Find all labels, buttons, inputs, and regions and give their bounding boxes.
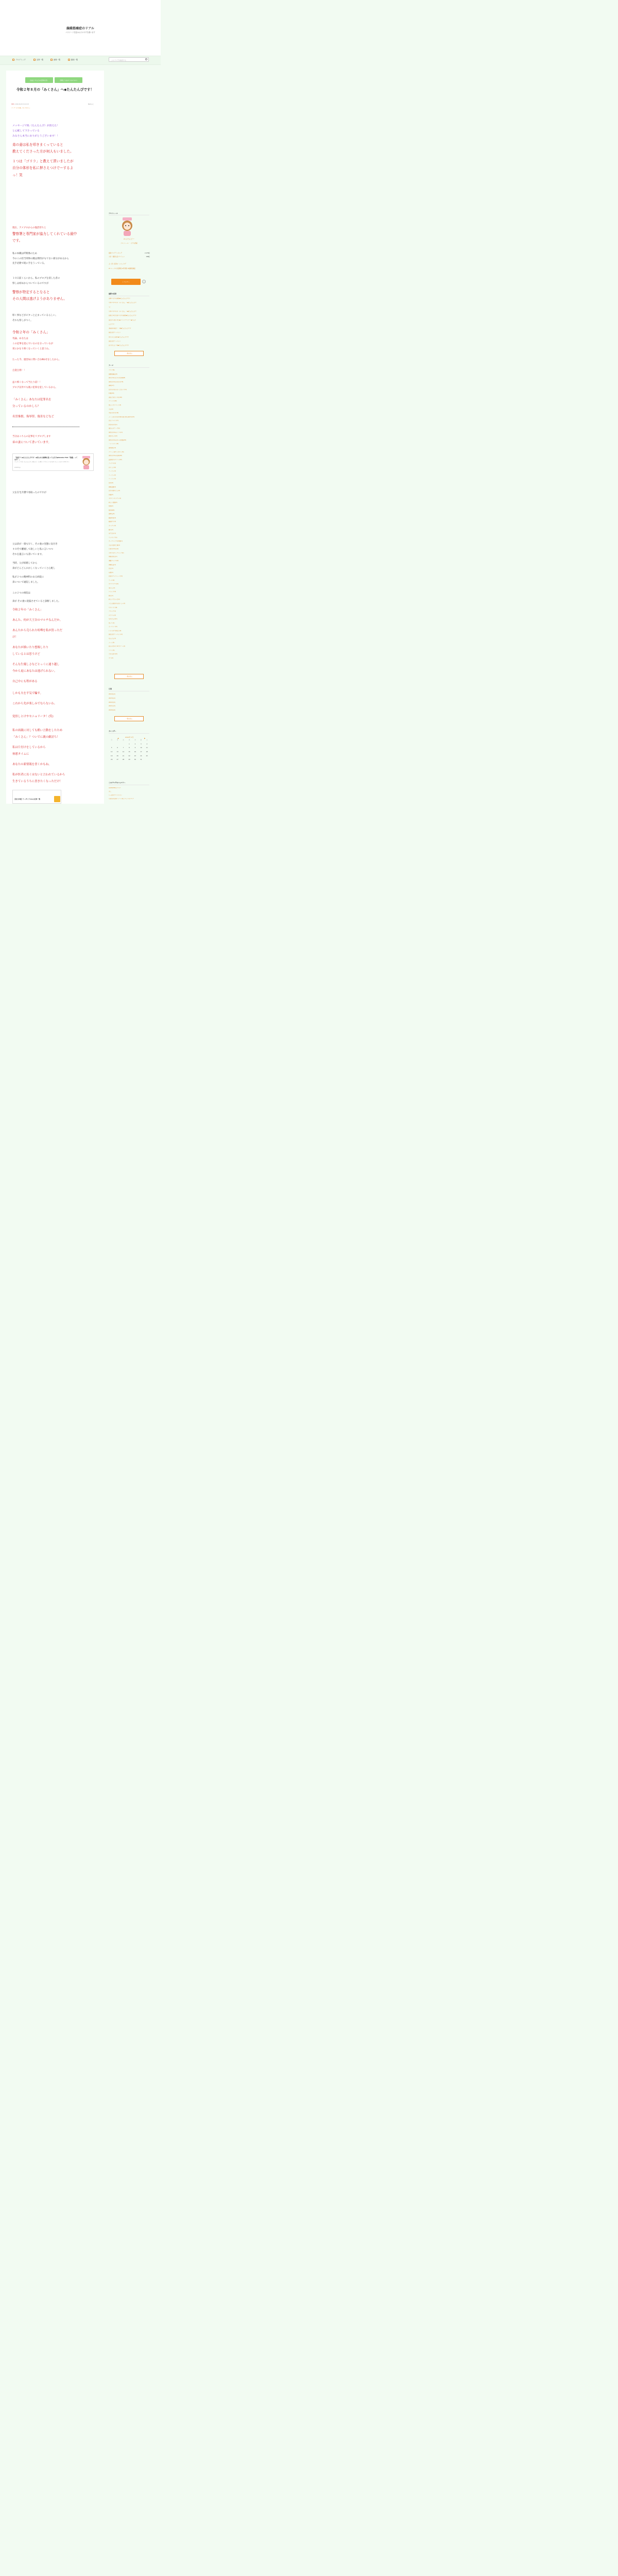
recent-post-link[interactable]: 弟にみえる妻の◆たんたんぴです！ xyxy=(109,336,130,338)
theme-link[interactable]: ムーム(3) xyxy=(109,641,115,643)
article-line: 私の本職はIT関係のため xyxy=(12,252,37,255)
theme-link[interactable]: クリーン夢サッポロン(5) xyxy=(109,451,124,453)
theme-link[interactable]: ボーダー(2) xyxy=(109,525,116,527)
follower-link[interactable]: 小蒸気の家事ランへ→本とペットのブログ xyxy=(109,798,134,800)
article-line: 勿論、あなたは xyxy=(12,337,28,340)
ranking-row[interactable] xyxy=(109,256,150,258)
theme-link[interactable]: 趣味(17) xyxy=(109,385,114,387)
article-line: 弟の妻について書いています。 xyxy=(12,441,51,444)
theme-link[interactable]: 雑月(4) xyxy=(109,529,113,531)
article-line: たった今、運営局に問い合わNUせをしたから。 xyxy=(12,359,61,361)
calendar-day[interactable]: 1 xyxy=(129,743,130,745)
profile-links[interactable]: プロフィール ・ ピグの部屋 xyxy=(121,243,138,244)
theme-link[interactable]: 食器(3) xyxy=(109,494,113,496)
article-line: ４０代で離婚して欲しいと私に言いつつ xyxy=(12,548,54,551)
article-line: 今から更にあなたは逃げられない。 xyxy=(12,670,57,673)
hashtag-heading[interactable]: よく書く記者のハッシュタグ xyxy=(109,263,126,265)
theme-link[interactable]: ブログ(8) xyxy=(109,369,115,371)
theme-link[interactable]: 楽しいダイエット(3) xyxy=(109,404,122,406)
theme-link[interactable]: ウォキング(1) xyxy=(109,536,117,538)
theme-link[interactable]: 料理(40) xyxy=(109,393,114,395)
article-line: 令和２年の「みくさん」 xyxy=(12,330,50,334)
recent-post-link[interactable]: す！ xyxy=(109,306,112,308)
archive-link[interactable]: 2021年(3) xyxy=(109,705,115,707)
article-line: 当時、父が結婚してから xyxy=(12,562,38,565)
calendar-day[interactable]: 8 xyxy=(129,747,130,749)
theme-link[interactable]: ポリエステル(4) xyxy=(109,583,119,585)
calendar-day[interactable]: 27 xyxy=(116,759,118,761)
article-line: 教えてくださった方が何人もいました。 xyxy=(12,149,74,154)
calendar-day[interactable]: 16 xyxy=(134,751,136,753)
article-line: 休憩タイムに xyxy=(12,753,29,756)
calendar-day[interactable] xyxy=(109,743,114,745)
theme-link[interactable]: 整体(2) xyxy=(109,505,113,507)
archive-link[interactable]: 2023年(2) xyxy=(109,697,115,699)
theme-link[interactable]: 運動ジャンル(4) xyxy=(109,560,119,562)
article-line: 弟の妻は私を叩きまくっていると xyxy=(12,143,63,147)
followers-heading: このブログのフォロワー xyxy=(109,782,126,784)
article-line: 今のこの担当刑事の腕は期待がもてない部分があるから xyxy=(12,258,69,260)
archive-link[interactable]: 2020年(6) xyxy=(109,709,115,711)
article-line: しかも夫を平気で騙す。 xyxy=(12,692,43,695)
theme-more-button[interactable]: 一覧を見る xyxy=(114,674,144,679)
calendar-day[interactable]: 17 xyxy=(140,751,142,753)
calendar-day[interactable]: 26 xyxy=(111,759,113,761)
theme-link[interactable]: 自宅リメイク(7) xyxy=(109,420,119,422)
theme-link[interactable]: なんそん(1) xyxy=(109,637,116,639)
ranking-row[interactable] xyxy=(109,252,150,255)
article-line: 分っているのかしら？ xyxy=(12,405,40,408)
calendar-day[interactable]: 22 xyxy=(128,755,130,757)
article-line: 先手必勝で既に手をうっている。 xyxy=(12,262,46,265)
theme-link[interactable]: コーヒー(1) xyxy=(109,478,116,480)
profile-heading: プロフィール xyxy=(109,212,118,214)
home-icon xyxy=(12,59,14,61)
calendar-day[interactable] xyxy=(114,743,120,745)
document-icon xyxy=(33,59,36,61)
article-line: それも察しがつく。 xyxy=(12,319,33,322)
affiliate-image[interactable] xyxy=(54,796,60,802)
article-line: 名誉棄損、侮辱罪、傷害などなど xyxy=(12,415,54,418)
article-line: 覚悟しとけやセニョリータ！(笑) xyxy=(12,715,54,718)
article-line: １つは「ゴリラ」と教えて貰いましたが xyxy=(12,159,74,163)
theme-link[interactable]: アジャナ(1) xyxy=(109,611,116,613)
theme-link[interactable]: 猫さんのテーマ(1) xyxy=(109,428,120,430)
post-title[interactable]: 令和２年８月の「みくさん」へ◆たんたんぴです！ xyxy=(16,88,94,92)
recent-post-link[interactable]: 退院前の報告！！閉◆たんたんぴです xyxy=(109,328,131,330)
theme-link[interactable]: 旅行(1) xyxy=(109,595,113,597)
theme-link[interactable]: 線生をしの(4) xyxy=(109,435,117,437)
theme-link[interactable]: 自分の手を小さくと出ング(3) xyxy=(109,388,127,391)
nav-videos[interactable] xyxy=(68,59,78,61)
theme-link[interactable]: 自主(1) xyxy=(109,568,113,570)
article-line: です。 xyxy=(12,239,23,243)
theme-link[interactable]: 線維筋痛症(9) xyxy=(109,373,117,375)
article-line: 警察が特定するとなると xyxy=(12,290,50,294)
nav-blog-top[interactable] xyxy=(12,59,26,61)
article-line: 当分はこちらの記事をリブログします xyxy=(12,435,51,438)
reblog-card-description: メッセージで私（たんたんぴ）が消えた！と心配して下さっている方がいらっしゃるので本当にあ... xyxy=(14,461,70,463)
theme-link[interactable]: キタインキッチン(1) xyxy=(109,498,122,500)
article-line: 「みくさん」？ついでに親の敵討ち！ xyxy=(12,736,60,739)
ranking-label: 最新プログランキング xyxy=(109,252,122,254)
theme-link[interactable]: アメブロ(3) xyxy=(109,463,116,465)
theme-link[interactable]: 体内のかゆみの出ル(?5) xyxy=(109,381,124,383)
calendar-day-header: 水 xyxy=(128,739,130,741)
theme-link[interactable]: 手作りのガーデニング(2) xyxy=(109,552,124,554)
article-line: っ！笑 xyxy=(12,173,23,177)
article-line: 弟が その妻に洗脳させていると診断しました。 xyxy=(12,600,61,603)
theme-link[interactable]: 体内のかゆみからの結婚(28) xyxy=(109,439,126,441)
calendar-day-header: 木 xyxy=(134,739,136,741)
calendar-day-header: 月 xyxy=(116,739,118,741)
article-line: 益々怖くなって当たり前！！ xyxy=(12,381,42,384)
article-line: と心配して下さっている xyxy=(12,130,40,132)
article-line: 「みくさん」あなたは犯罪名を xyxy=(12,398,52,401)
site-title[interactable]: 線維筋痛症のリアル xyxy=(66,27,94,30)
article-line: 察しは初めからついているのですが xyxy=(12,282,49,285)
article-line: 現在、アメブロからの復活待ちと xyxy=(12,227,46,229)
calendar-day-header: 金 xyxy=(140,739,142,741)
profile-name[interactable]: のんたんピー xyxy=(123,238,135,240)
theme-link[interactable]: ふくしを小吉日(2)弟の妻と帰る事件★(13) xyxy=(109,416,135,418)
theme-link[interactable]: 家で出口(1) xyxy=(109,533,116,535)
calendar-day[interactable]: 15 xyxy=(128,751,130,753)
calendar-next-icon[interactable]: ▶ xyxy=(144,737,146,739)
article-line: 叩く事などがピタっと止まっているらしい。 xyxy=(12,314,58,317)
theme-link[interactable]: 手芸の自律と進(4) xyxy=(109,544,120,546)
archive-heading: 月別 xyxy=(109,688,112,690)
post-more-link[interactable]: Post あと xyxy=(88,104,94,105)
calendar-day[interactable]: 31 xyxy=(140,759,142,761)
theme-link[interactable]: コーヒー(2) xyxy=(109,474,116,476)
theme-link[interactable]: 体内のかゆみトラル(1) xyxy=(109,431,123,433)
article-line: この２つの病院は xyxy=(12,592,31,595)
article-line: 私の両親に対しても酷い言動をしたため xyxy=(12,729,63,732)
reblog-card-title[interactable]: 「追記アリ◆たんたんぴです！◆売られた喧嘩を買ってるだけ◆Ameba Pick「保護」ってます！」 xyxy=(14,456,78,461)
calendar-prev-icon[interactable]: ◀ xyxy=(117,737,119,739)
calendar-day[interactable]: 20 xyxy=(116,755,118,757)
theme-link[interactable]: 日常のかゆみ(1) xyxy=(109,548,119,550)
recent-post-link[interactable]: 線生書きテーション xyxy=(109,341,121,342)
calendar-day-header: 土 xyxy=(146,739,148,741)
article-line: あなたの新情報を書くかもね。 xyxy=(12,763,52,766)
theme-link[interactable]: 家族(1) xyxy=(109,571,113,573)
nav-label: 記事一覧 xyxy=(37,59,44,61)
calendar-day[interactable]: 25 xyxy=(146,755,148,757)
reblog-card-thumbnail-image xyxy=(80,454,93,470)
share-button-1[interactable]: 自由とする日の記事を書く xyxy=(25,77,53,83)
theme-link[interactable]: 美容とを出ヶ片を(10) xyxy=(109,396,123,398)
hashtag-list[interactable]: #コレーブル口座開設 #貯得術 #線維筋痛症 xyxy=(109,268,136,269)
article-line: メッセージで私（たんたんぴ）が消えた！ xyxy=(12,125,59,127)
search-icon[interactable] xyxy=(145,58,147,60)
calendar-day[interactable]: 4 xyxy=(146,743,148,745)
nav-images[interactable] xyxy=(50,59,60,61)
theme-link[interactable]: 使って(1) xyxy=(109,622,115,624)
follower-link[interactable]: きし xyxy=(109,791,112,792)
share-button-2[interactable]: 気軽どろまかりの1つ1つ xyxy=(55,77,82,83)
nav-label: 動画一覧 xyxy=(71,59,78,61)
theme-link[interactable]: ハンドメイド(8) xyxy=(109,443,119,445)
post-date: 2020-09-05 01:10:43 xyxy=(15,104,29,105)
article-line: 私は片付けをしているから xyxy=(12,746,46,749)
article-line: みなさん本当にありがとうございます！！ xyxy=(12,135,60,138)
theme-link[interactable]: ホクシャ(2) xyxy=(109,614,116,616)
calendar-day[interactable] xyxy=(144,759,150,761)
nav-articles[interactable] xyxy=(33,59,43,61)
post-meta xyxy=(11,104,99,105)
theme-link[interactable]: 商人のきぬりゆやカバー(1) xyxy=(109,646,126,648)
recent-post-link[interactable]: んぴです！ xyxy=(109,323,115,325)
recent-post-link[interactable]: 線生書きテーション xyxy=(109,332,121,334)
site-description: パスワードを盗かれたのやすを書います xyxy=(65,31,95,33)
ranking-label: 大好・健康生活プロトョン xyxy=(109,256,125,258)
calendar-day[interactable]: 9 xyxy=(134,747,136,749)
article-line: 自業自得！！ xyxy=(12,369,26,372)
article-line: 弟について通院しました。 xyxy=(12,581,40,584)
calendar-day[interactable] xyxy=(121,743,126,745)
article-line: この記事を読んでいるのを分っているが xyxy=(12,343,54,345)
recent-post-link[interactable]: 令和２年８月の「みくさん」へ◆たんたんぴで xyxy=(109,302,136,304)
theme-link[interactable]: 新しいで行った(1) xyxy=(109,599,120,601)
theme-link[interactable]: 雑貨特性(4) xyxy=(109,517,116,519)
ranking-value: 198位 xyxy=(146,256,150,258)
theme-link[interactable]: ふとん振替ある言いしっ(1) xyxy=(109,603,126,604)
theme-link[interactable]: 雑貨作り(3) xyxy=(109,521,116,523)
theme-link[interactable]: 新しい食器(5) xyxy=(109,501,117,503)
calendar-day[interactable]: 18 xyxy=(146,751,148,753)
theme-link[interactable]: ガーデニングの料理(1) xyxy=(109,540,123,543)
article-line: 弟がどんどんおかしくなっていくと心配し xyxy=(12,567,56,570)
calendar-day[interactable]: 19 xyxy=(111,755,113,757)
theme-link[interactable]: 線生書きテーション(2) xyxy=(109,634,123,636)
theme-link[interactable]: 我が家の夫(1) xyxy=(109,423,117,426)
article-line: あんた、何が大王谷のマルチなんだか。 xyxy=(12,619,63,622)
theme-link[interactable]: 建物名(3) xyxy=(109,513,115,515)
theme-link[interactable]: 実家の片付け(6) xyxy=(109,412,119,414)
image-icon xyxy=(50,59,53,61)
theme-link[interactable]: 体内のかゆみ家事(10) xyxy=(109,455,123,457)
theme-link[interactable]: ブランド(40) xyxy=(109,400,117,402)
calendar-day-header: 日 xyxy=(111,739,112,741)
affiliate-title[interactable]: 【楽天市場】ワーダンプルLLの記事一覧 xyxy=(14,798,41,800)
post-new-badge: NEW xyxy=(11,104,14,105)
theme-link[interactable]: 自分の弱かとし(4) xyxy=(109,490,120,492)
theme-link[interactable]: ウール(2) xyxy=(109,579,115,581)
calendar-heading: カレンダー xyxy=(109,730,116,732)
theme-link[interactable]: おいしい(6) xyxy=(109,466,116,468)
archive-more-button[interactable]: 一覧を見る xyxy=(114,716,144,721)
calendar-day-header: 火 xyxy=(123,739,124,741)
calendar-day[interactable]: 6 xyxy=(117,747,118,749)
post-theme-link[interactable]: テーマ: その自由、おくちなとっ xyxy=(11,107,30,109)
article-line: そんな生優しさなどとっくに通り越し xyxy=(12,663,60,666)
calendar-day[interactable]: 12 xyxy=(111,751,113,753)
theme-link[interactable]: ココン(3) xyxy=(109,649,115,651)
article-line: ブログ以外でも既に犯罪を犯しているから。 xyxy=(12,386,58,389)
article-line: 生きているうちに書きたくなっただけ！ xyxy=(12,780,63,783)
calendar-day[interactable]: 10 xyxy=(140,747,142,749)
divider xyxy=(109,733,149,734)
article-line: け！ xyxy=(12,636,18,639)
calendar-title: 2024年 5月 xyxy=(125,736,134,738)
calendar-day[interactable]: 2 xyxy=(134,743,136,745)
article-line: 父は弟が一刻も早く、その妻の実態に気付き xyxy=(12,543,58,546)
recent-heading: 最新の記事 xyxy=(109,293,117,295)
article-line: 警察署と専門家が協力してくれている最中 xyxy=(12,232,77,236)
recent-post-link[interactable]: 義兄から呪い学び◆ファングアンクラ◆たんた xyxy=(109,319,136,321)
article-line: あんたから売られた喧嘩を私が買っただ xyxy=(12,629,63,632)
follow-button[interactable]: ＋フォロー xyxy=(111,279,141,285)
recent-post-link[interactable]: 見すぎえる一時◆たんたんぴです！ xyxy=(109,345,130,347)
article-line: 私が２つの精神科のある病院に xyxy=(12,576,44,579)
recent-post-link[interactable]: 令和２年８月の「みくさん」へ◆たんたんぴで xyxy=(109,310,136,312)
recent-post-link[interactable]: 追伸２月号の新鮮◆たんたんぴです！ xyxy=(109,298,131,299)
article-line: その人間は逃げようがありません。 xyxy=(12,297,67,301)
calendar-grid xyxy=(109,739,150,761)
theme-link[interactable]: ショップ(3) xyxy=(109,591,116,593)
article-line: 私が医者に長くはないと言われているから xyxy=(12,773,65,776)
divider xyxy=(109,367,149,368)
theme-link[interactable]: 温泉地すボウラン(47) xyxy=(109,459,123,461)
calendar-day[interactable]: 14 xyxy=(122,751,125,753)
search-input[interactable]: このブログを検索する xyxy=(109,57,149,62)
article-line: 自分の体形を私に押さえつけでーするよ xyxy=(12,166,74,170)
theme-link[interactable]: いいもので体全と(4) xyxy=(109,630,122,632)
theme-link[interactable]: 四回のウォシューズ(4) xyxy=(109,575,123,578)
article-line: 令和２年の「みくさん」 xyxy=(12,608,43,612)
article-line: １０日前くらいから、私のブログを消した者の xyxy=(12,277,60,280)
theme-link[interactable]: サタンスウ(8) xyxy=(109,606,117,608)
recent-post-link[interactable]: 感想とゆき出身２月号の新鮮◆たんたんぴです xyxy=(109,315,136,317)
theme-link[interactable]: 台所(9) xyxy=(109,482,113,484)
article-line: あなたが描いたり想像したり xyxy=(12,646,49,649)
ranking-value: 2,170位 xyxy=(144,252,150,254)
theme-link[interactable]: なのたんの(1) xyxy=(109,618,117,620)
calendar xyxy=(109,736,150,761)
theme-link[interactable]: ヨーロッパ(3) xyxy=(109,626,117,628)
follower-link[interactable]: AioDDZ30のブログ xyxy=(109,787,121,789)
theme-link[interactable]: 手芸(6) xyxy=(109,408,113,410)
profile-avatar[interactable] xyxy=(119,216,135,236)
calendar-day[interactable]: 13 xyxy=(116,751,118,753)
theme-link[interactable]: コーヒー(1) xyxy=(109,470,116,472)
theme-link[interactable]: 植木鉢(4) xyxy=(109,509,115,511)
archive-link[interactable]: 2024年(2) xyxy=(109,693,115,695)
calendar-day[interactable]: 30 xyxy=(134,759,136,761)
theme-link[interactable]: 調理活動(4) xyxy=(109,486,116,488)
calendar-day[interactable]: 24 xyxy=(140,755,142,757)
calendar-day[interactable]: 7 xyxy=(123,747,124,749)
article-line: 父を在宅介護で看取ったのですが xyxy=(12,492,46,494)
theme-link[interactable]: 大ある自分(4) xyxy=(109,653,117,655)
theme-link[interactable]: 国内旅行(3) xyxy=(109,447,116,449)
calendar-day[interactable]: 23 xyxy=(134,755,136,757)
recent-more-button[interactable]: 一覧を見る xyxy=(114,351,144,356)
article-line: 自己中にも程がある xyxy=(12,680,38,683)
theme-link[interactable]: 快眠を知る(1) xyxy=(109,556,117,558)
theme-link[interactable]: カラ(2) xyxy=(109,657,113,659)
theme-link[interactable]: 体験生活(1) xyxy=(109,564,116,566)
theme-link[interactable]: 体のかゆみ日々の出来事(8) xyxy=(109,377,126,379)
calendar-day[interactable]: 29 xyxy=(128,759,130,761)
help-icon[interactable]: ? xyxy=(142,280,146,283)
calendar-day[interactable]: 28 xyxy=(122,759,125,761)
video-icon xyxy=(68,59,70,61)
article-line: しているとは思うけど xyxy=(12,653,40,656)
follower-link[interactable]: らっぽのサイトにいい xyxy=(109,794,122,796)
nav-label: 画像一覧 xyxy=(54,59,61,61)
nav-label: ブログトップ xyxy=(15,59,26,61)
article-line: それを遺言にも書いています。 xyxy=(12,553,44,556)
reblog-card-source: ameblo.jp xyxy=(14,467,21,468)
calendar-day[interactable]: 11 xyxy=(146,747,148,749)
calendar-day[interactable]: 21 xyxy=(122,755,125,757)
calendar-day[interactable]: 5 xyxy=(111,747,112,749)
calendar-day[interactable]: 3 xyxy=(141,743,142,745)
article-line: これから先が楽しみでならないわ。 xyxy=(12,702,57,705)
theme-heading: テーマ xyxy=(109,364,114,366)
article-line: 更にかなり怖くなっていくと思うわ。 xyxy=(12,348,51,350)
archive-link[interactable]: 2022年(5) xyxy=(109,701,115,703)
theme-link[interactable]: 柔ら/工(1) xyxy=(109,587,115,589)
